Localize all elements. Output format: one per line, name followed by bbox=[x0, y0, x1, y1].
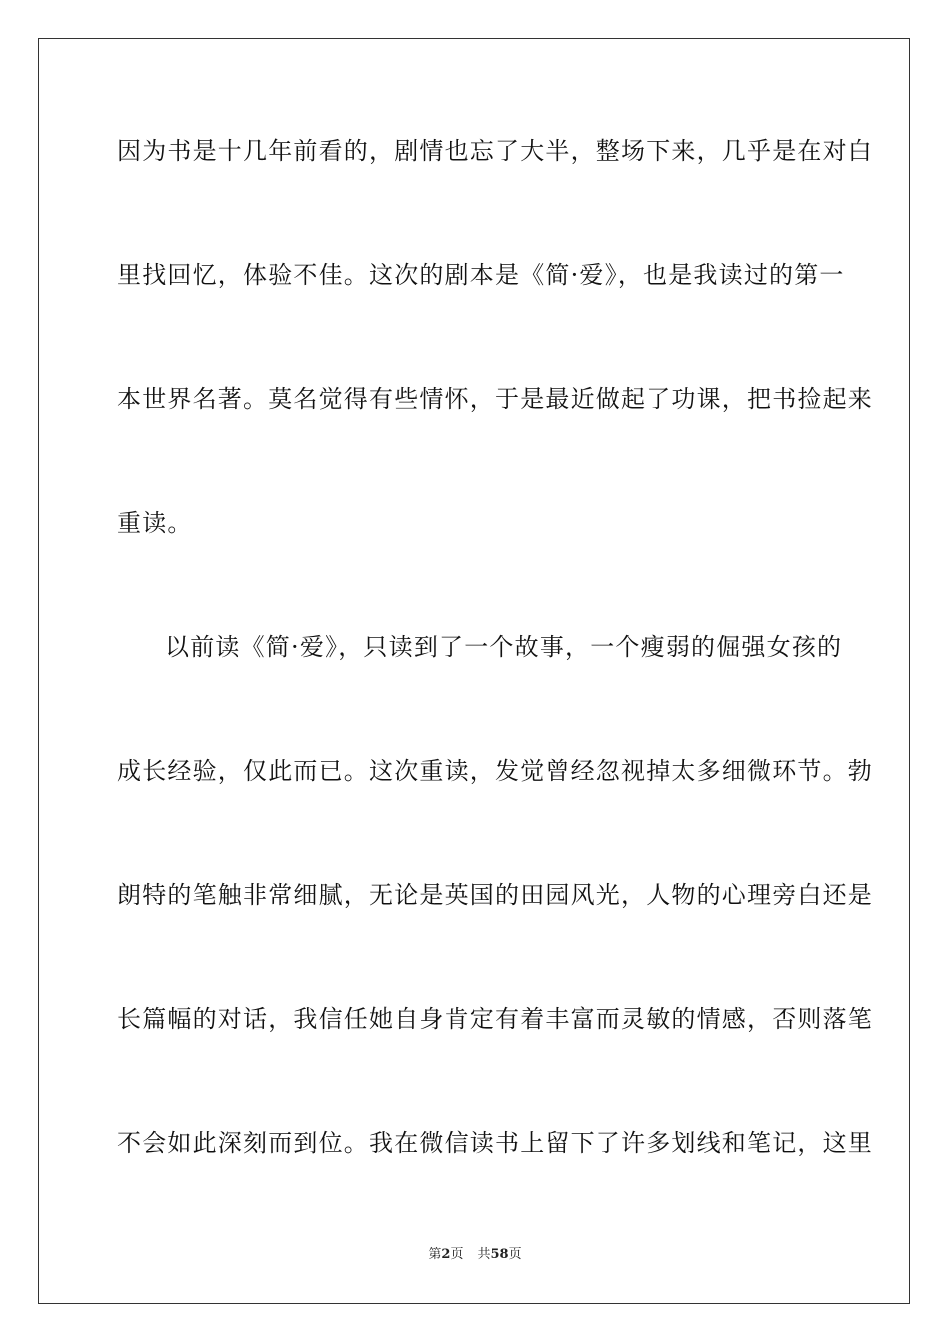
page-suffix: 页 bbox=[450, 1247, 464, 1262]
body-text-line: 朗特的笔触非常细腻，无论是英国的田园风光，人物的心理旁白还是 bbox=[117, 881, 873, 909]
body-text-line: 里找回忆，体验不佳。这次的剧本是《简·爱》，也是我读过的第一 bbox=[117, 261, 845, 289]
paragraph-first-line: 以前读《简·爱》，只读到了一个故事，一个瘦弱的倔强女孩的 bbox=[165, 633, 843, 661]
page-prefix: 第 bbox=[428, 1247, 442, 1262]
body-text-line: 长篇幅的对话，我信任她自身肯定有着丰富而灵敏的情感，否则落笔 bbox=[117, 1005, 873, 1033]
body-text-line: 重读。 bbox=[117, 509, 193, 537]
body-text-line: 成长经验，仅此而已。这次重读，发觉曾经忽视掉太多细微环节。勃 bbox=[117, 757, 873, 785]
total-prefix: 共 bbox=[477, 1247, 491, 1262]
total-pages: 58 bbox=[490, 1247, 509, 1262]
page-border bbox=[38, 38, 910, 1304]
page-footer bbox=[0, 1246, 950, 1264]
total-suffix: 页 bbox=[508, 1247, 522, 1262]
body-text-line: 因为书是十几年前看的，剧情也忘了大半，整场下来，几乎是在对白 bbox=[117, 137, 873, 165]
body-text-line: 不会如此深刻而到位。我在微信读书上留下了许多划线和笔记，这里 bbox=[117, 1129, 873, 1157]
page-number: 2 bbox=[441, 1247, 451, 1262]
body-text-line: 本世界名著。莫名觉得有些情怀，于是最近做起了功课，把书捡起来 bbox=[117, 385, 873, 413]
